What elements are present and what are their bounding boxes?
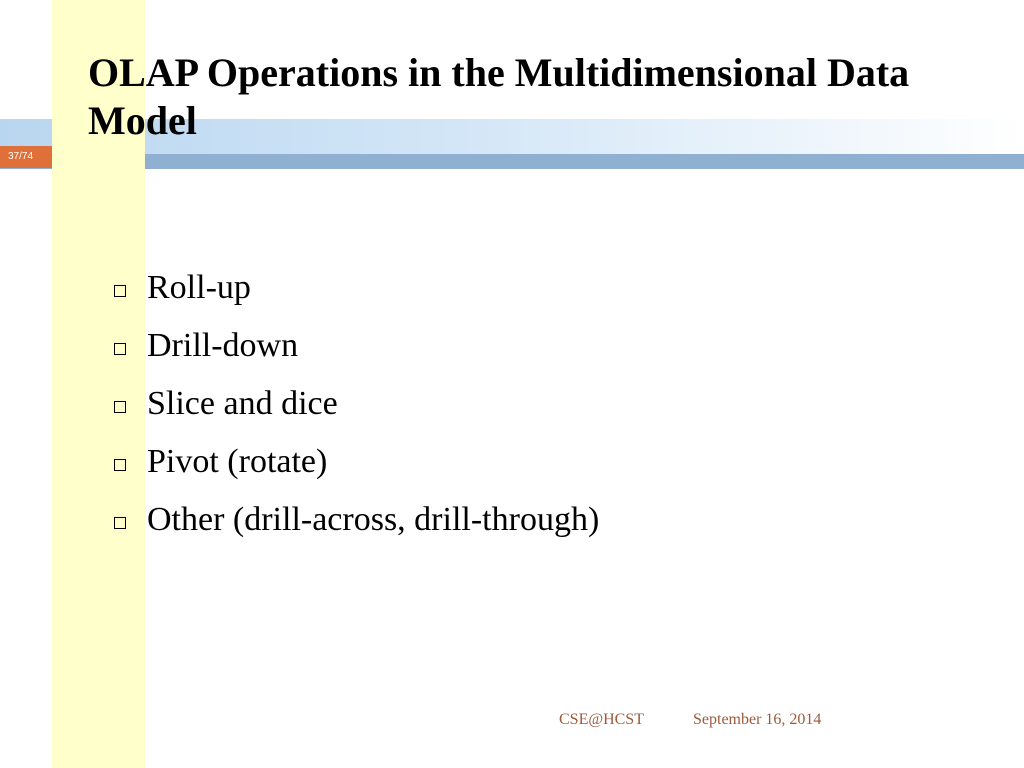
bullet-text: Pivot (rotate) [147,443,328,480]
title-banner-line [0,154,1024,169]
hollow-square-bullet-icon [114,517,126,529]
slide-number-tab [0,146,52,168]
bullet-text: Drill-down [147,327,299,364]
hollow-square-bullet-icon [114,459,126,471]
bullet-item [114,317,599,375]
bullet-text: Other (drill-across, drill-through) [147,501,600,538]
hollow-square-bullet-icon [114,401,126,413]
slide-number-label: 37/74 [8,151,34,162]
hollow-square-bullet-icon [114,343,126,355]
slide-title: OLAP Operations in the Multidimensional Data Model [88,50,910,143]
bullet-item [114,491,599,549]
hollow-square-bullet-icon [114,285,126,297]
bullet-item [114,259,599,317]
bullet-text: Roll-up [147,269,251,306]
bullet-item [114,375,599,433]
bullet-text: Slice and dice [147,385,338,422]
footer-organization: CSE@HCST [559,711,644,728]
bullet-list [114,259,599,549]
footer-date: September 16, 2014 [693,711,822,728]
bullet-item [114,433,599,491]
